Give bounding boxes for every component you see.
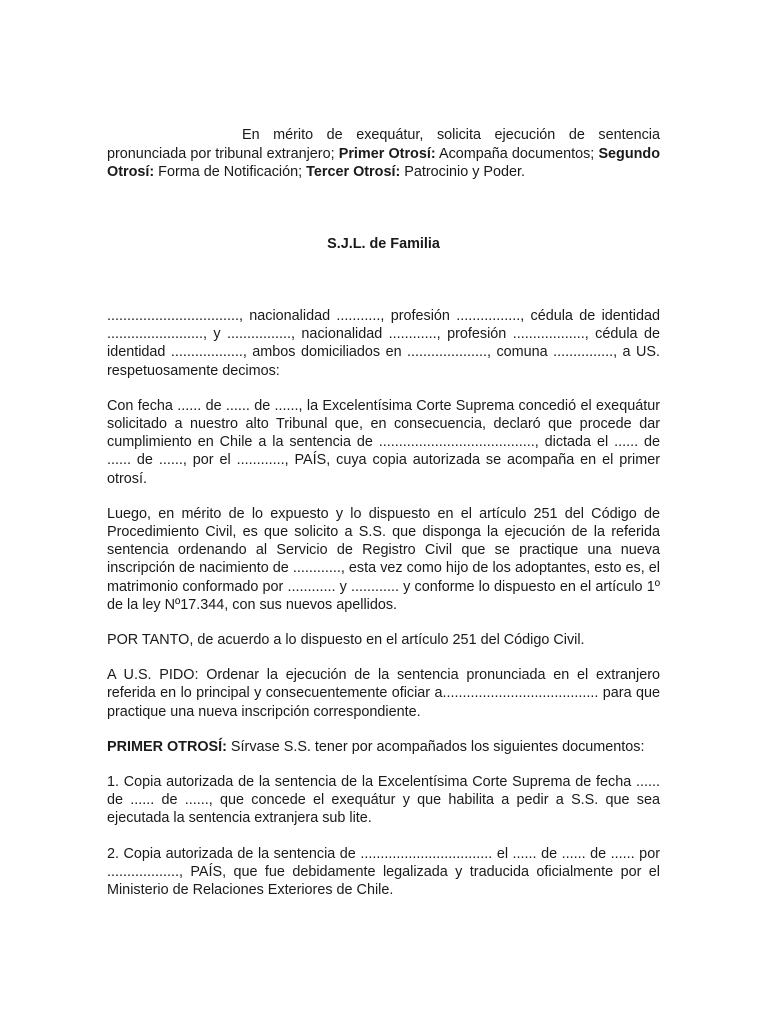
heading-text-4: Patrocinio y Poder.: [400, 164, 526, 180]
legal-basis-paragraph: Luego, en mérito de lo expuesto y lo dispuesto en el artículo 251 del Código de Procedimiento Civil, es que solicito a S.S. que disponga la ejecución de la referida sentencia ordenando al Servicio de Registro Civil que se practique una nueva inscripción de nacimiento de ............, esta vez como hijo de los adoptantes, esto es, el matrimonio conformado por ............ y ............ y conforme lo dispuesto en el artículo 1º de la ley Nº17.344, con sus nuevos apellidos.: [107, 505, 660, 613]
heading-primer-otrosi-label: Primer Otrosí:: [338, 145, 436, 162]
document-page: [107, 126, 660, 899]
primer-otrosi-text: Sírvase S.S. tener por acompañados los siguientes documentos:: [226, 738, 645, 755]
heading-text-1: En mérito de exequátur, solicita ejecución de sentencia pronunciada por tribunal extranjero;: [107, 127, 660, 162]
facts-paragraph: Con fecha ...... de ...... de ......, la Excelentísima Corte Suprema concedió el exequátur solicitado a nuestro alto Tribunal que, en consecuencia, declaró que procede dar cumplimiento en Chile a la sentencia de ......................................., dictada el ...... de ...... de ......, por el ............, PAÍS, cuya copia autorizada se acompaña en el primer otrosí.: [107, 397, 660, 487]
primer-otrosi-label: PRIMER OTROSÍ:: [107, 738, 227, 755]
petition-paragraph: A U.S. PIDO: Ordenar la ejecución de la sentencia pronunciada en el extranjero referida en lo principal y consecuentemente oficiar a....................................... para que practique una nueva inscripción correspondiente.: [107, 667, 660, 720]
heading-segundo-otrosi-label: Segundo Otrosí:: [107, 145, 660, 180]
primer-otrosi-paragraph: [107, 738, 660, 756]
court-addressee: S.J.L. de Familia: [327, 236, 440, 252]
document-summary-heading: [107, 126, 660, 182]
heading-text-2: Acompaña documentos;: [435, 145, 599, 162]
heading-tercer-otrosi-label: Tercer Otrosí:: [306, 164, 401, 180]
heading-text-3: Forma de Notificación;: [154, 164, 307, 180]
document-list-item-1: 1. Copia autorizada de la sentencia de la Excelentísima Corte Suprema de fecha ...... de ...... de ......, que concede el exequátur y que habilita a pedir a S.S. que sea ejecutada la sentencia extranjera sub lite.: [107, 774, 660, 827]
parties-paragraph: ................................., nacionalidad ..........., profesión ................, cédula de identidad ........................, y ................, nacionalidad ............, profesión .................., cédula de identidad .................., ambos domiciliados en ...................., comuna ..............., a US. respetuosamente decimos:: [107, 308, 660, 379]
document-list-item-2: 2. Copia autorizada de la sentencia de ................................. el ...... de ...... de ...... por .................., PAÍS, que fue debidamente legalizada y traducida oficialmente por el Ministerio de Relaciones Exteriores de Chile.: [107, 845, 660, 899]
document-body: [107, 307, 660, 916]
por-tanto-paragraph: POR TANTO, de acuerdo a lo dispuesto en el artículo 251 del Código Civil.: [107, 632, 585, 649]
